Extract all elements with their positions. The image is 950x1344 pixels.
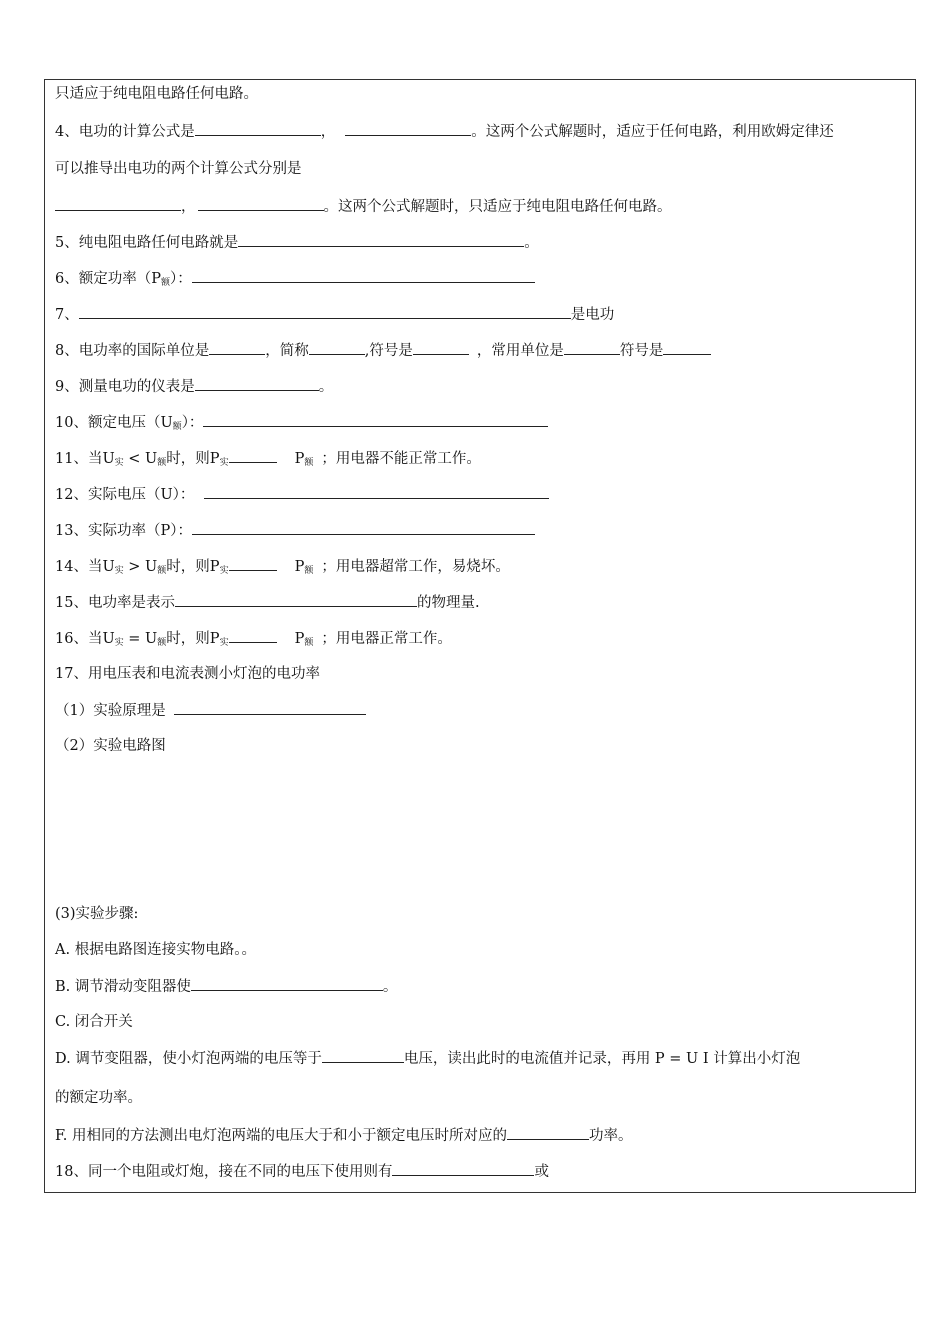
answer-blank[interactable] bbox=[79, 304, 571, 319]
question-17-2: （2）实验电路图 bbox=[55, 738, 166, 754]
question-7: 7、 是电功 bbox=[55, 304, 614, 325]
answer-blank[interactable] bbox=[229, 628, 277, 643]
step-a: A. 根据电路图连接实物电路。。 bbox=[55, 942, 256, 958]
answer-blank[interactable] bbox=[663, 340, 711, 355]
answer-blank[interactable] bbox=[198, 196, 324, 211]
answer-blank[interactable] bbox=[192, 520, 535, 535]
question-17-1: （1）实验原理是 bbox=[55, 700, 366, 721]
step-c: C. 闭合开关 bbox=[55, 1014, 133, 1030]
answer-blank[interactable] bbox=[174, 700, 366, 715]
text-line: 只适应于纯电阻电路任何电路。 bbox=[55, 86, 258, 102]
question-16: 16、当$U_实 = U_额$时，则$P_实$ $P_额$ ；用电器正常工作。 bbox=[55, 628, 452, 653]
answer-blank[interactable] bbox=[175, 592, 417, 607]
answer-blank[interactable] bbox=[392, 1161, 534, 1176]
answer-blank[interactable] bbox=[55, 196, 181, 211]
text-line: ， 。这两个公式解题时，只适应于纯电阻电路任何电路。 bbox=[55, 196, 672, 217]
answer-blank[interactable] bbox=[195, 376, 319, 391]
question-9: 9、测量电功的仪表是 。 bbox=[55, 376, 333, 397]
question-15: 15、电功率是表示 的物理量. bbox=[55, 592, 480, 613]
step-d: D. 调节变阻器，使小灯泡两端的电压等于 电压，读出此时的电流值并记录，再用 P = U I 计算出小灯泡 bbox=[55, 1048, 907, 1069]
question-17-3: (3)实验步骤: bbox=[55, 906, 139, 922]
question-10: 10、额定电压$(U_额)$： bbox=[55, 412, 548, 437]
answer-blank[interactable] bbox=[238, 232, 524, 247]
answer-blank[interactable] bbox=[564, 340, 620, 355]
answer-blank[interactable] bbox=[345, 121, 471, 136]
question-12: 12、实际电压（U）： bbox=[55, 484, 549, 505]
step-d-cont: 的额定功率。 bbox=[55, 1090, 142, 1106]
text-line: 可以推导出电功的两个计算公式分别是 bbox=[55, 161, 302, 177]
answer-blank[interactable] bbox=[309, 340, 365, 355]
question-18: 18、同一个电阻或灯炮，接在不同的电压下使用则有 或 bbox=[55, 1161, 549, 1182]
answer-blank[interactable] bbox=[191, 976, 383, 991]
question-11: 11、当$U_实 < U_额$时，则$P_实$ $P_额$ ；用电器不能正常工作。 bbox=[55, 448, 481, 473]
answer-blank[interactable] bbox=[322, 1048, 404, 1063]
answer-blank[interactable] bbox=[192, 268, 535, 283]
answer-blank[interactable] bbox=[413, 340, 469, 355]
answer-blank[interactable] bbox=[209, 340, 265, 355]
answer-blank[interactable] bbox=[507, 1125, 589, 1140]
question-6: 6、额定功率$(P_额)$： bbox=[55, 268, 535, 293]
question-4: 4、电功的计算公式是 ， 。这两个公式解题时，适应于任何电路，利用欧姆定律还 bbox=[55, 121, 907, 142]
answer-blank[interactable] bbox=[204, 484, 549, 499]
answer-blank[interactable] bbox=[229, 448, 277, 463]
step-b: B. 调节滑动变阻器使 。 bbox=[55, 976, 397, 997]
answer-blank[interactable] bbox=[203, 412, 548, 427]
question-17: 17、用电压表和电流表测小灯泡的电功率 bbox=[55, 666, 320, 682]
answer-blank[interactable] bbox=[195, 121, 321, 136]
question-5: 5、纯电阻电路任何电路就是 。 bbox=[55, 232, 539, 253]
answer-blank[interactable] bbox=[229, 556, 277, 571]
question-14: 14、当$U_实 > U_额$时，则$P_实$ $P_额$ ；用电器超常工作，易烧坏。 bbox=[55, 556, 510, 581]
question-13: 13、实际功率（P）： bbox=[55, 520, 535, 541]
question-8: 8、电功率的国际单位是 ，简称 ,符号是 ，常用单位是 符号是 bbox=[55, 340, 711, 361]
step-f: F. 用相同的方法测出电灯泡两端的电压大于和小于额定电压时所对应的 功率。 bbox=[55, 1125, 633, 1146]
